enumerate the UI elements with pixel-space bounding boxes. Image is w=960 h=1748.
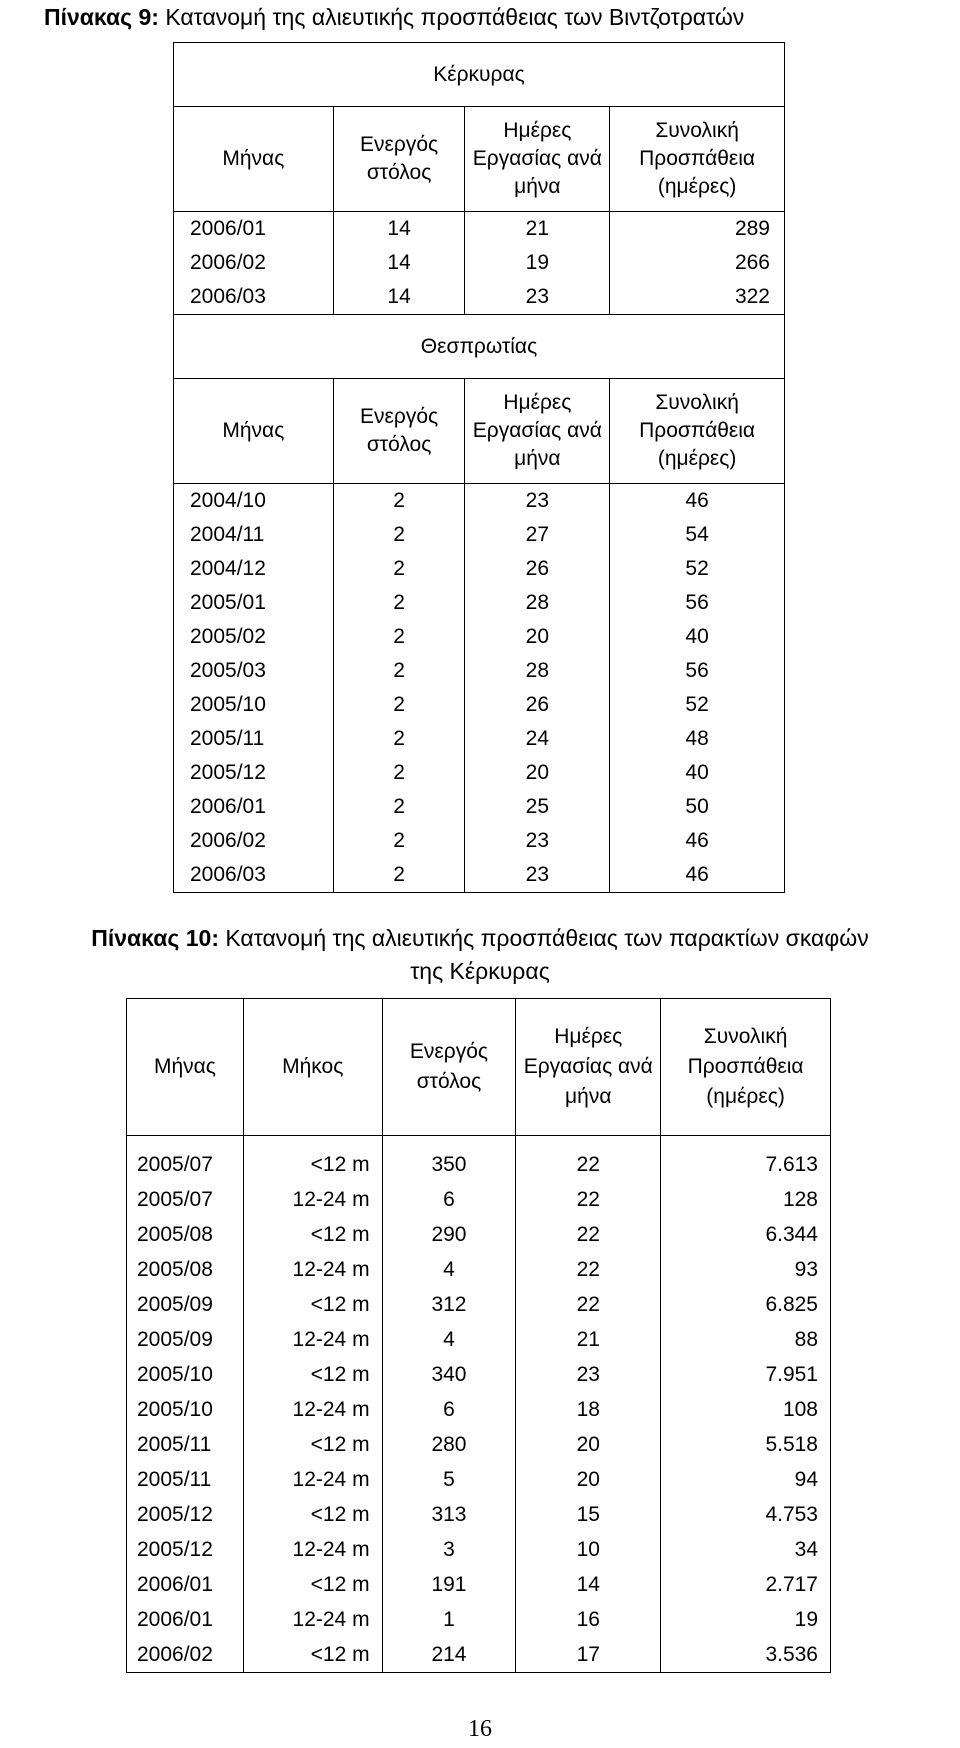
table-cell: 1 bbox=[382, 1602, 516, 1637]
table-cell: 4 bbox=[382, 1252, 516, 1287]
table-cell: 50 bbox=[610, 790, 785, 824]
table-cell: 52 bbox=[610, 552, 785, 586]
table-cell: 20 bbox=[465, 620, 610, 654]
table10-caption-label: Πίνακας 10: bbox=[91, 925, 219, 951]
region-title: Θεσπρωτίας bbox=[174, 315, 785, 379]
table-row bbox=[174, 620, 785, 654]
column-header: Μήκος bbox=[243, 999, 382, 1136]
table-cell: 128 bbox=[661, 1182, 831, 1217]
table-cell: 2005/09 bbox=[127, 1322, 244, 1357]
table-cell: 2005/08 bbox=[127, 1217, 244, 1252]
column-header: Ημέρες Εργασίας ανά μήνα bbox=[465, 107, 610, 212]
table-cell: 313 bbox=[382, 1497, 516, 1532]
column-header: Συνολική Προσπάθεια (ημέρες) bbox=[610, 107, 785, 212]
table-cell: 322 bbox=[610, 280, 785, 315]
table-row bbox=[127, 1602, 831, 1637]
table-row bbox=[127, 1637, 831, 1673]
table-row bbox=[127, 1567, 831, 1602]
table-cell: 12-24 m bbox=[243, 1322, 382, 1357]
region-title: Κέρκυρας bbox=[174, 43, 785, 107]
table-cell: 22 bbox=[516, 1182, 661, 1217]
table-cell: 289 bbox=[610, 212, 785, 247]
table-row bbox=[127, 1147, 831, 1182]
table-row bbox=[174, 518, 785, 552]
table-cell: 4.753 bbox=[661, 1497, 831, 1532]
table-cell: 23 bbox=[465, 858, 610, 893]
table-row bbox=[127, 1532, 831, 1567]
table-cell: 14 bbox=[333, 212, 465, 247]
table-cell: 350 bbox=[382, 1147, 516, 1182]
table-row bbox=[174, 654, 785, 688]
column-header: Ενεργός στόλος bbox=[333, 107, 465, 212]
table-cell: 21 bbox=[516, 1322, 661, 1357]
table-cell: 23 bbox=[465, 280, 610, 315]
table-cell: 14 bbox=[333, 280, 465, 315]
table-cell: 6 bbox=[382, 1182, 516, 1217]
column-header: Συνολική Προσπάθεια (ημέρες) bbox=[661, 999, 831, 1136]
table-cell: 4 bbox=[382, 1322, 516, 1357]
region-header-row bbox=[174, 315, 785, 379]
table10-caption-text-line1: Κατανομή της αλιευτικής προσπάθειας των παρακτίων σκαφών bbox=[218, 925, 869, 951]
table-cell: 23 bbox=[465, 824, 610, 858]
table-row bbox=[174, 756, 785, 790]
table-cell: <12 m bbox=[243, 1147, 382, 1182]
table-row bbox=[127, 1182, 831, 1217]
column-header: Ενεργός στόλος bbox=[333, 379, 465, 484]
table-cell: 214 bbox=[382, 1637, 516, 1673]
table-cell: 14 bbox=[333, 246, 465, 280]
table-cell: 3.536 bbox=[661, 1637, 831, 1673]
table-cell: 12-24 m bbox=[243, 1182, 382, 1217]
table-cell: 2006/03 bbox=[174, 280, 334, 315]
table-cell: 2005/11 bbox=[127, 1427, 244, 1462]
table-cell: 2005/12 bbox=[174, 756, 334, 790]
table-cell: 27 bbox=[465, 518, 610, 552]
table-cell: 312 bbox=[382, 1287, 516, 1322]
table-row bbox=[174, 858, 785, 893]
table-row bbox=[174, 586, 785, 620]
table-cell: 2005/08 bbox=[127, 1252, 244, 1287]
table-cell: 2006/02 bbox=[174, 246, 334, 280]
table-cell: 22 bbox=[516, 1147, 661, 1182]
table-cell: <12 m bbox=[243, 1287, 382, 1322]
table-row bbox=[174, 552, 785, 586]
table-cell: 40 bbox=[610, 620, 785, 654]
table-cell: 10 bbox=[516, 1532, 661, 1567]
table-cell: 2005/03 bbox=[174, 654, 334, 688]
region-header-row bbox=[174, 43, 785, 107]
table-cell: 2006/01 bbox=[174, 790, 334, 824]
table-cell: 25 bbox=[465, 790, 610, 824]
table-cell: 23 bbox=[516, 1357, 661, 1392]
table-cell: 21 bbox=[465, 212, 610, 247]
column-header: Ενεργός στόλος bbox=[382, 999, 516, 1136]
table-cell: 28 bbox=[465, 586, 610, 620]
table-row bbox=[174, 246, 785, 280]
table-cell: 22 bbox=[516, 1252, 661, 1287]
table-row bbox=[127, 1392, 831, 1427]
table-row bbox=[174, 824, 785, 858]
table-cell: 19 bbox=[465, 246, 610, 280]
table-cell: 2006/02 bbox=[127, 1637, 244, 1673]
table-cell: 2 bbox=[333, 824, 465, 858]
column-header: Ημέρες Εργασίας ανά μήνα bbox=[516, 999, 661, 1136]
table-row bbox=[127, 1357, 831, 1392]
table-cell: 7.951 bbox=[661, 1357, 831, 1392]
table10-caption bbox=[0, 922, 960, 988]
table-row bbox=[174, 722, 785, 756]
table-cell: <12 m bbox=[243, 1217, 382, 1252]
table-cell: 2 bbox=[333, 586, 465, 620]
spacer-cell bbox=[516, 1136, 661, 1148]
table-cell: 2 bbox=[333, 756, 465, 790]
table-cell: 2006/03 bbox=[174, 858, 334, 893]
table-cell: 2005/07 bbox=[127, 1182, 244, 1217]
spacer-cell bbox=[661, 1136, 831, 1148]
table-cell: 2006/01 bbox=[174, 212, 334, 247]
table-row bbox=[127, 1427, 831, 1462]
table-row bbox=[174, 212, 785, 247]
column-header-row bbox=[174, 379, 785, 484]
table-cell: 17 bbox=[516, 1637, 661, 1673]
table-cell: 2 bbox=[333, 484, 465, 519]
table-cell: 12-24 m bbox=[243, 1252, 382, 1287]
spacer-cell bbox=[243, 1136, 382, 1148]
table-row bbox=[174, 484, 785, 519]
table-cell: <12 m bbox=[243, 1497, 382, 1532]
table-cell: 2005/11 bbox=[174, 722, 334, 756]
table-cell: 2004/10 bbox=[174, 484, 334, 519]
table-cell: 290 bbox=[382, 1217, 516, 1252]
table-cell: 2005/10 bbox=[127, 1392, 244, 1427]
table-cell: 12-24 m bbox=[243, 1602, 382, 1637]
table-cell: 12-24 m bbox=[243, 1532, 382, 1567]
table10 bbox=[126, 998, 831, 1673]
table-row bbox=[174, 280, 785, 315]
spacer-row bbox=[127, 1136, 831, 1148]
table-cell: 88 bbox=[661, 1322, 831, 1357]
table-row bbox=[127, 1217, 831, 1252]
table-cell: 2 bbox=[333, 620, 465, 654]
table-cell: 191 bbox=[382, 1567, 516, 1602]
table-cell: 15 bbox=[516, 1497, 661, 1532]
table-cell: 26 bbox=[465, 688, 610, 722]
table-cell: 2 bbox=[333, 518, 465, 552]
table-cell: <12 m bbox=[243, 1567, 382, 1602]
spacer-cell bbox=[382, 1136, 516, 1148]
table-cell: 18 bbox=[516, 1392, 661, 1427]
table-cell: 24 bbox=[465, 722, 610, 756]
table-cell: 2006/02 bbox=[174, 824, 334, 858]
table-cell: 340 bbox=[382, 1357, 516, 1392]
column-header: Μήνας bbox=[174, 379, 334, 484]
table-row bbox=[127, 1462, 831, 1497]
table-cell: 23 bbox=[465, 484, 610, 519]
column-header-row bbox=[127, 999, 831, 1136]
table-cell: 2005/10 bbox=[127, 1357, 244, 1392]
table-cell: 52 bbox=[610, 688, 785, 722]
table-cell: 34 bbox=[661, 1532, 831, 1567]
table-cell: 26 bbox=[465, 552, 610, 586]
table-cell: 108 bbox=[661, 1392, 831, 1427]
table-cell: 5.518 bbox=[661, 1427, 831, 1462]
table-cell: 20 bbox=[465, 756, 610, 790]
column-header-row bbox=[174, 107, 785, 212]
table-cell: 2 bbox=[333, 688, 465, 722]
table-cell: 2005/07 bbox=[127, 1147, 244, 1182]
table9 bbox=[173, 42, 785, 893]
table-row bbox=[174, 790, 785, 824]
table-cell: 46 bbox=[610, 858, 785, 893]
table-cell: 56 bbox=[610, 654, 785, 688]
table-cell: <12 m bbox=[243, 1427, 382, 1462]
table-cell: 48 bbox=[610, 722, 785, 756]
table-row bbox=[127, 1287, 831, 1322]
table-cell: 280 bbox=[382, 1427, 516, 1462]
table-cell: 2.717 bbox=[661, 1567, 831, 1602]
table-cell: 94 bbox=[661, 1462, 831, 1497]
table-cell: 19 bbox=[661, 1602, 831, 1637]
column-header: Συνολική Προσπάθεια (ημέρες) bbox=[610, 379, 785, 484]
table10-caption-text-line2: της Κέρκυρας bbox=[410, 958, 550, 984]
table-cell: 2005/09 bbox=[127, 1287, 244, 1322]
table-cell: 22 bbox=[516, 1217, 661, 1252]
table-cell: 2006/01 bbox=[127, 1602, 244, 1637]
table-cell: 6 bbox=[382, 1392, 516, 1427]
table-cell: 2005/12 bbox=[127, 1497, 244, 1532]
spacer-cell bbox=[127, 1136, 244, 1148]
table9-caption-label: Πίνακας 9: bbox=[44, 4, 159, 30]
table-cell: 7.613 bbox=[661, 1147, 831, 1182]
table-row bbox=[127, 1497, 831, 1532]
table-cell: 2005/01 bbox=[174, 586, 334, 620]
page-number: 16 bbox=[468, 1716, 492, 1742]
table-cell: 6.344 bbox=[661, 1217, 831, 1252]
table-cell: 46 bbox=[610, 484, 785, 519]
table-cell: 6.825 bbox=[661, 1287, 831, 1322]
table-row bbox=[127, 1252, 831, 1287]
table9-caption bbox=[44, 2, 744, 32]
table-cell: 12-24 m bbox=[243, 1462, 382, 1497]
table9-caption-text: Κατανομή της αλιευτικής προσπάθειας των Βιντζοτρατών bbox=[158, 4, 745, 30]
table-cell: 2 bbox=[333, 790, 465, 824]
table-cell: 93 bbox=[661, 1252, 831, 1287]
table-cell: 2006/01 bbox=[127, 1567, 244, 1602]
column-header: Μήνας bbox=[174, 107, 334, 212]
table-cell: 2 bbox=[333, 552, 465, 586]
column-header: Μήνας bbox=[127, 999, 244, 1136]
table-cell: 46 bbox=[610, 824, 785, 858]
table-cell: 28 bbox=[465, 654, 610, 688]
table-cell: 2 bbox=[333, 654, 465, 688]
table-cell: 2005/10 bbox=[174, 688, 334, 722]
table-cell: 266 bbox=[610, 246, 785, 280]
column-header: Ημέρες Εργασίας ανά μήνα bbox=[465, 379, 610, 484]
table-cell: 5 bbox=[382, 1462, 516, 1497]
table-cell: 2004/12 bbox=[174, 552, 334, 586]
table-cell: 54 bbox=[610, 518, 785, 552]
table-cell: 2004/11 bbox=[174, 518, 334, 552]
table-cell: 16 bbox=[516, 1602, 661, 1637]
table-cell: 56 bbox=[610, 586, 785, 620]
table-cell: 22 bbox=[516, 1287, 661, 1322]
table-row bbox=[127, 1322, 831, 1357]
table-cell: 2 bbox=[333, 722, 465, 756]
table-cell: 2 bbox=[333, 858, 465, 893]
table-cell: 20 bbox=[516, 1462, 661, 1497]
table-cell: 3 bbox=[382, 1532, 516, 1567]
table-cell: 40 bbox=[610, 756, 785, 790]
table-row bbox=[174, 688, 785, 722]
table-cell: 2005/11 bbox=[127, 1462, 244, 1497]
table-cell: 2005/02 bbox=[174, 620, 334, 654]
table-cell: 12-24 m bbox=[243, 1392, 382, 1427]
table-cell: <12 m bbox=[243, 1357, 382, 1392]
table-cell: 20 bbox=[516, 1427, 661, 1462]
table-cell: 14 bbox=[516, 1567, 661, 1602]
table-cell: <12 m bbox=[243, 1637, 382, 1673]
table-cell: 2005/12 bbox=[127, 1532, 244, 1567]
